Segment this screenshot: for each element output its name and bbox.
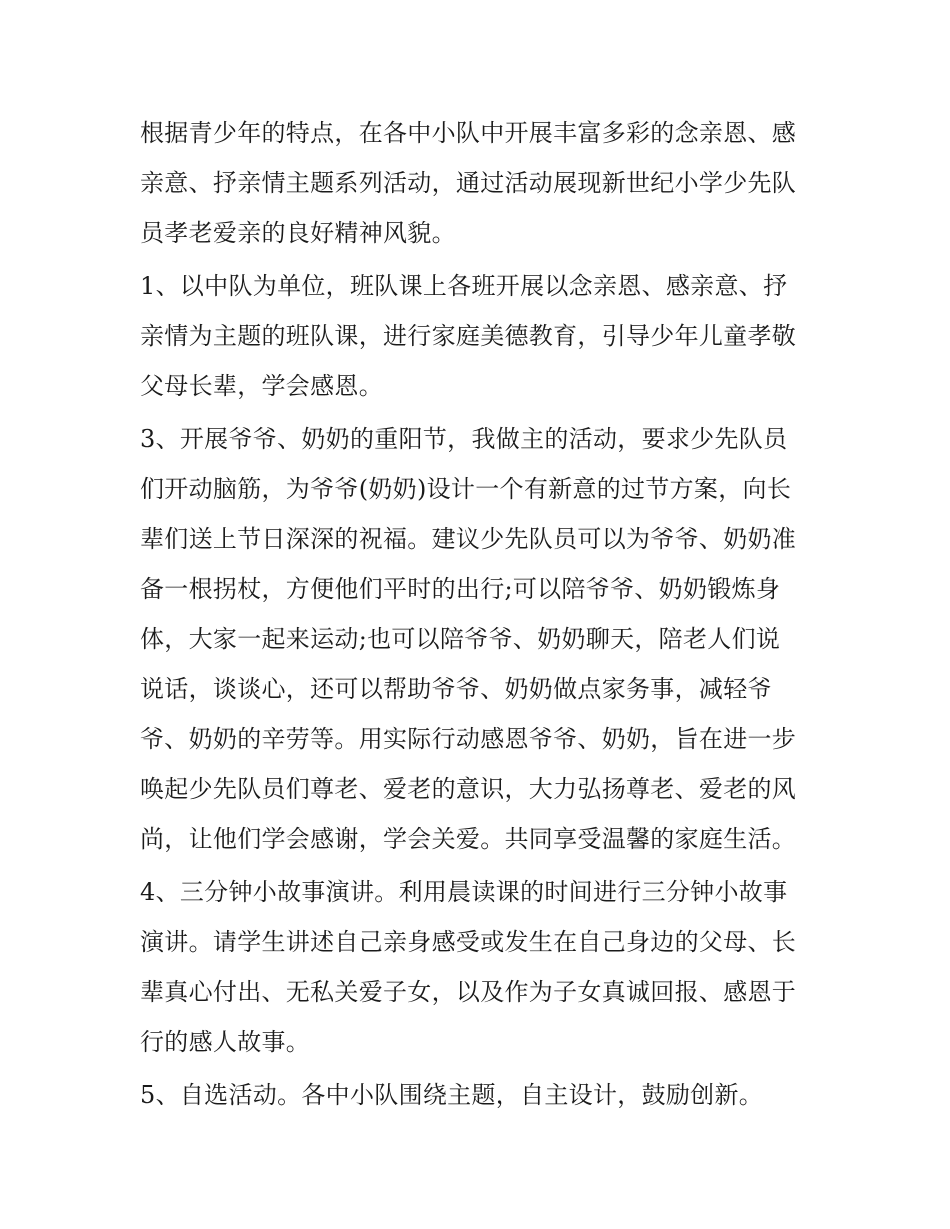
text-line: 亲意、抒亲情主题系列活动，通过活动展现新世纪小学少先队 [140,169,797,197]
paragraph-item-3 [140,414,820,864]
paragraph-item-1 [140,261,820,411]
text-line: 唤起少先队员们尊老、爱老的意识，大力弘扬尊老、爱老的风 [140,775,797,803]
text-line: 备一根拐杖，方便他们平时的出行;可以陪爷爷、奶奶锻炼身 [140,575,781,603]
text-line: 演讲。请学生讲述自己亲身感受或发生在自己身边的父母、长 [140,928,797,956]
text-line: 亲情为主题的班队课，进行家庭美德教育，引导少年儿童孝敬 [140,322,797,350]
text-line: 父母长辈，学会感恩。 [140,372,383,400]
paragraph-item-5 [140,1070,820,1120]
text-line: 行的感人故事。 [140,1028,311,1056]
text-line: 5、自选活动。各中小队围绕主题，自主设计，鼓励创新。 [140,1081,764,1109]
text-line: 爷、奶奶的辛劳等。用实际行动感恩爷爷、奶奶，旨在进一步 [140,725,797,753]
text-line: 辈真心付出、无私关爱子女，以及作为子女真诚回报、感恩于 [140,978,797,1006]
text-line: 们开动脑筋，为爷爷(奶奶)设计一个有新意的过节方案，向长 [140,475,792,503]
text-line: 4、三分钟小故事演讲。利用晨读课的时间进行三分钟小故事 [140,878,788,906]
text-line: 1、以中队为单位，班队课上各班开展以念亲恩、感亲意、抒 [140,272,788,300]
paragraph-item-4 [140,867,820,1067]
text-line: 3、开展爷爷、奶奶的重阳节，我做主的活动，要求少先队员 [140,425,788,453]
text-line: 辈们送上节日深深的祝福。建议少先队员可以为爷爷、奶奶准 [140,525,797,553]
paragraph-intro [140,108,820,258]
text-line: 尚，让他们学会感谢，学会关爱。共同享受温馨的家庭生活。 [140,825,797,853]
document-body [140,108,820,1123]
text-line: 员孝老爱亲的良好精神风貌。 [140,219,456,247]
text-line: 说话，谈谈心，还可以帮助爷爷、奶奶做点家务事，减轻爷 [140,675,772,703]
text-line: 根据青少年的特点，在各中小队中开展丰富多彩的念亲恩、感 [140,119,797,147]
text-line: 体，大家一起来运动;也可以陪爷爷、奶奶聊天，陪老人们说 [140,625,781,653]
